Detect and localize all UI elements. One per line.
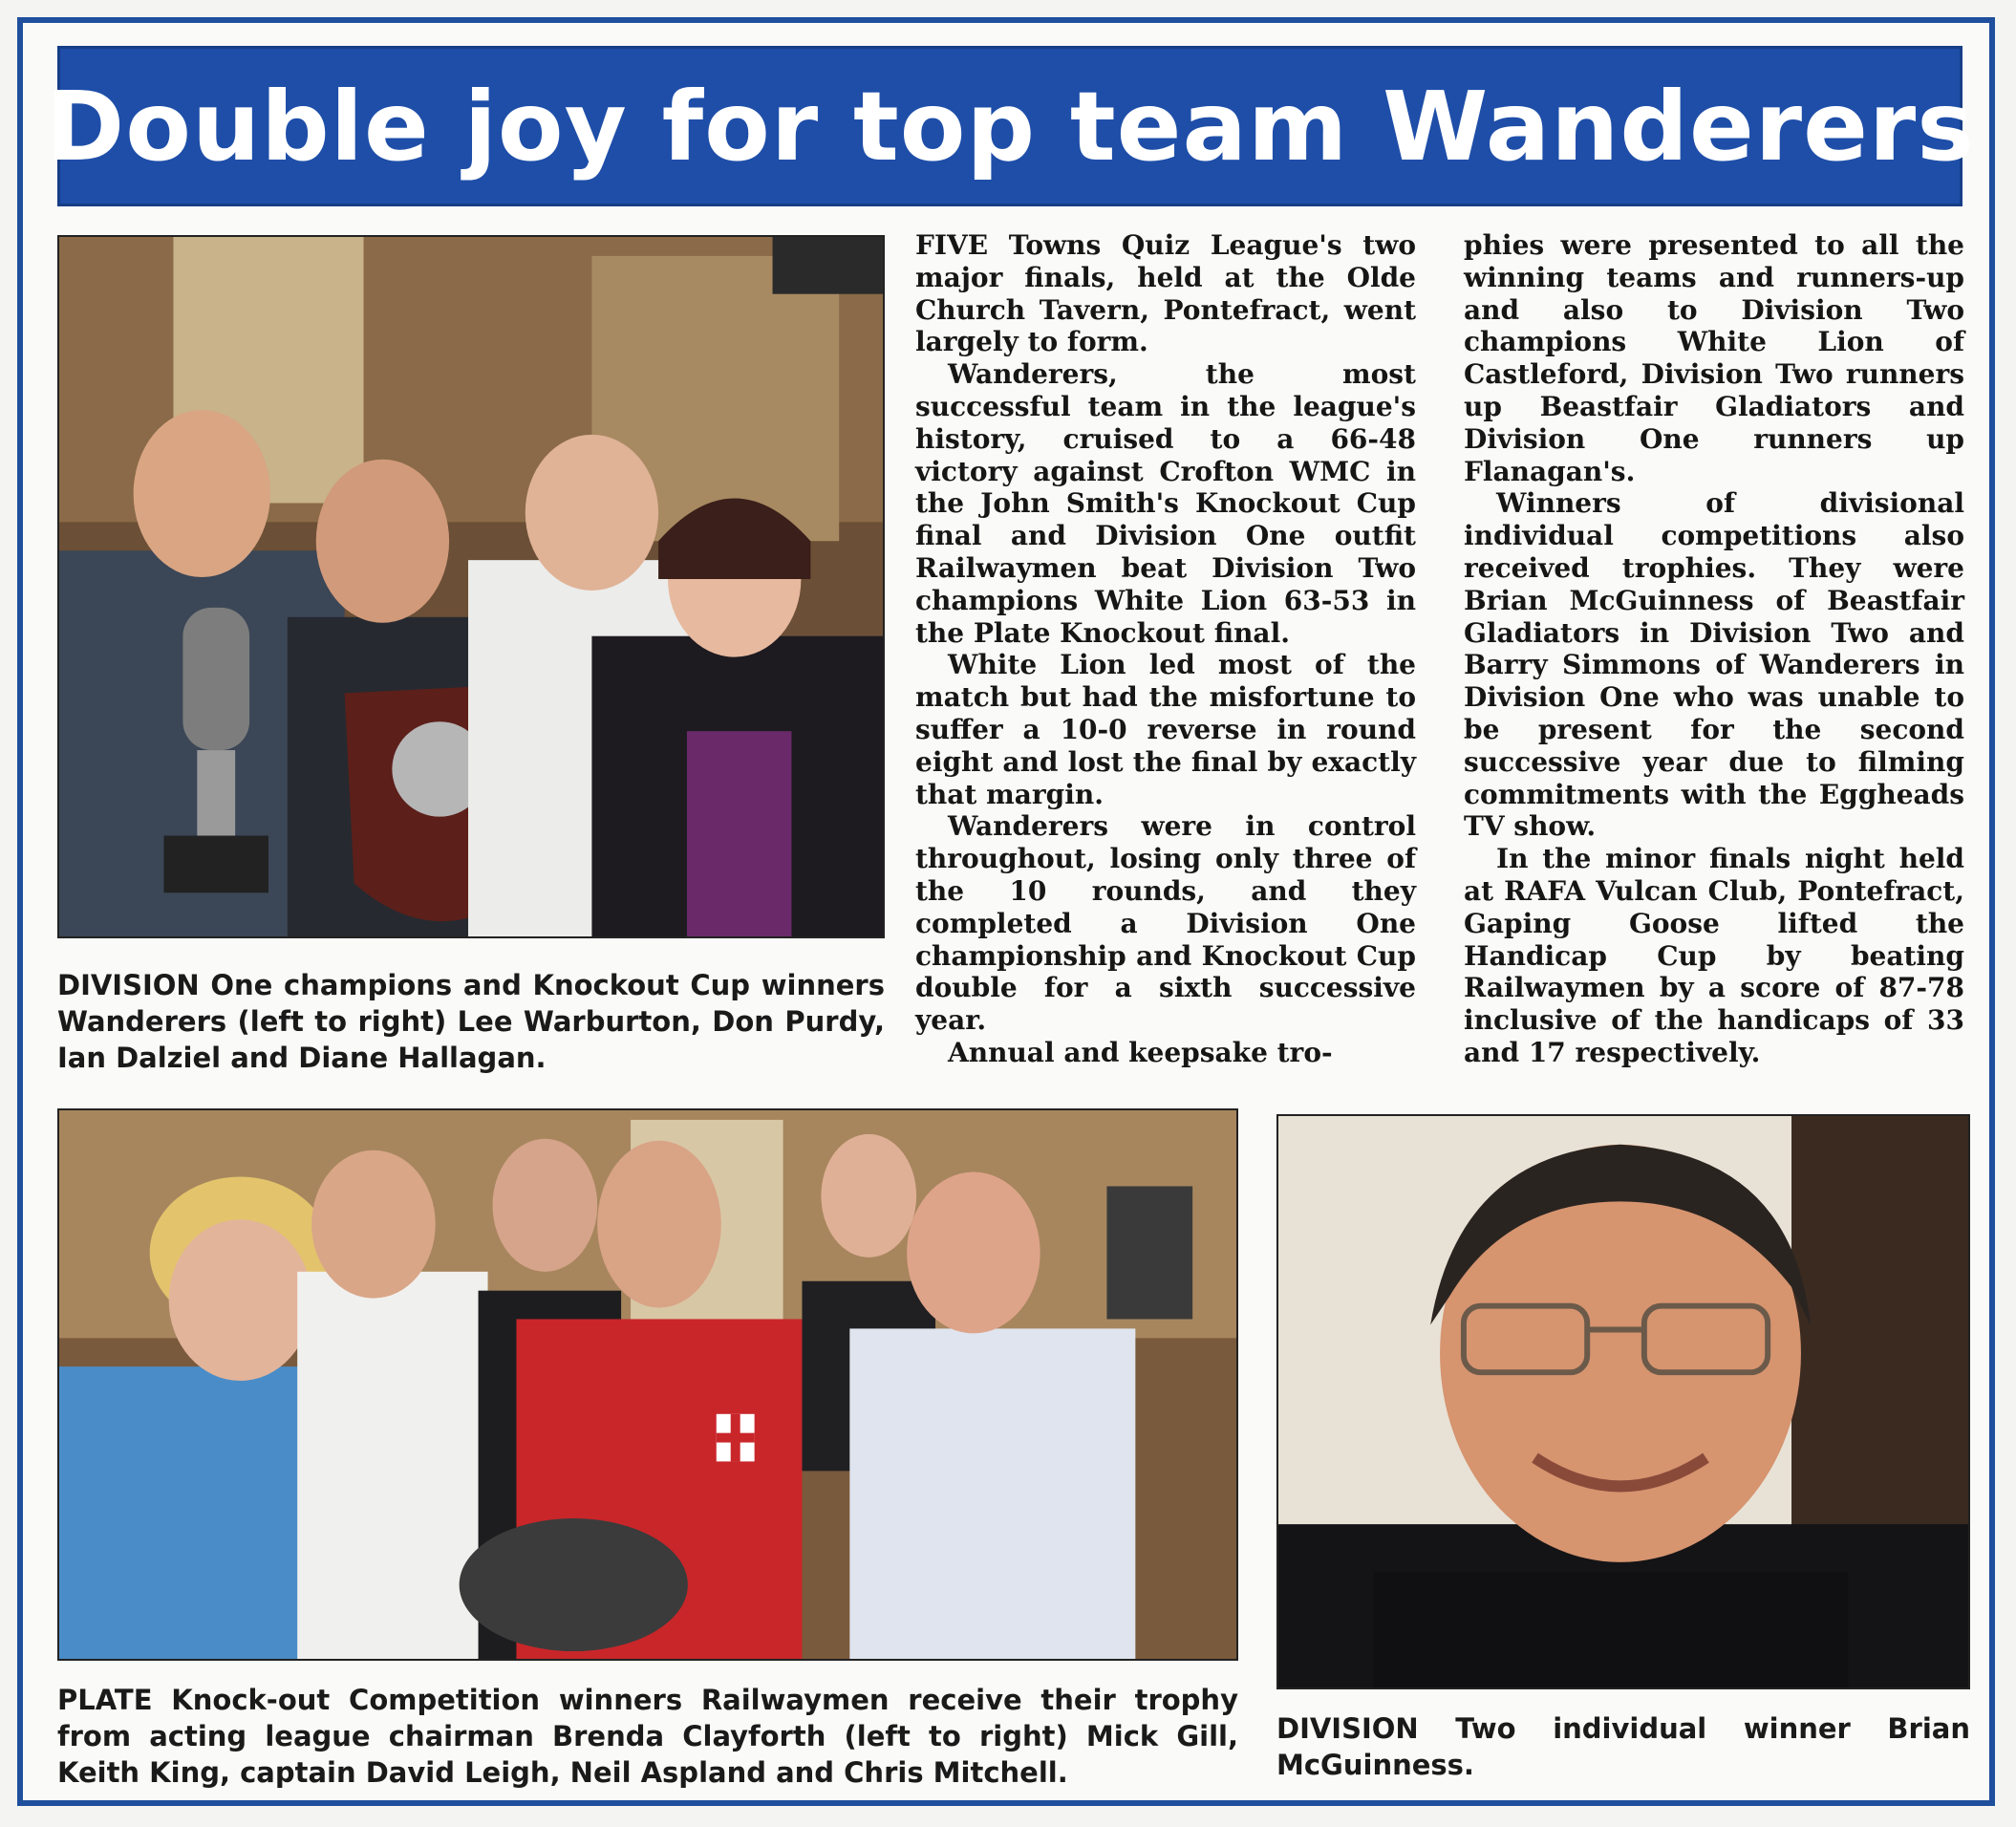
article-paragraph: Annual and keepsake tro- xyxy=(948,1036,1333,1068)
article-column-1 xyxy=(915,229,1416,1069)
caption-railwaymen: PLATE Knock-out Competition winners Railwaymen receive their trophy from acting league chairman Brenda Clayforth (left to right) Mick Gill, Keith King, captain David Leigh, Neil Aspland and Chris Mitchell. xyxy=(57,1684,1238,1789)
photo-wanderers-image xyxy=(59,237,883,936)
headline: Double joy for top team Wanderers xyxy=(45,70,1975,183)
caption-mcguinness: DIVISION Two individual winner Brian McGuinness. xyxy=(1276,1712,1970,1781)
photo-brian-mcguinness xyxy=(1276,1114,1970,1689)
article-paragraph: phies were presented to all the winning teams and runners-up and also to Division Two champions White Lion of Castleford, Division Two runners up Beastfair Gladiators and Division One runners up Flanagan's. xyxy=(1464,229,1964,487)
photo-mcguinness-image xyxy=(1278,1116,1968,1687)
caption-wanderers: DIVISION One champions and Knockout Cup winners Wanderers (left to right) Lee Warburton, Don Purdy, Ian Dalziel and Diane Hallagan. xyxy=(57,969,885,1074)
article-paragraph: Wanderers were in control throughout, losing only three of the 10 rounds, and they completed a Division One championship and Knockout Cup double for a sixth successive year. xyxy=(915,810,1416,1037)
article-paragraph: FIVE Towns Quiz League's two major finals, held at the Olde Church Tavern, Pontefract, went largely to form. xyxy=(915,229,1416,358)
photo-railwaymen-team xyxy=(57,1108,1238,1661)
photo-railwaymen-image xyxy=(59,1110,1236,1659)
article-paragraph: In the minor finals night held at RAFA Vulcan Club, Pontefract, Gaping Goose lifted the Handicap Cup by beating Railwaymen by a score of 87-78 inclusive of the handicaps of 33 and 17 respectively. xyxy=(1464,843,1964,1068)
article-paragraph: Wanderers, the most successful team in the league's history, cruised to a 66-48 victory against Crofton WMC in the John Smith's Knockout Cup final and Division One outfit Railwaymen beat Division Two champions White Lion 63-53 in the Plate Knockout final. xyxy=(915,358,1416,649)
article-column-2 xyxy=(1464,229,1964,1069)
article-paragraph: White Lion led most of the match but had the misfortune to suffer a 10-0 reverse in round eight and lost the final by exactly that margin. xyxy=(915,649,1416,810)
photo-wanderers-team xyxy=(57,235,885,938)
headline-banner xyxy=(45,46,1975,206)
article-paragraph: Winners of divisional individual competitions also received trophies. They were Brian McGuinness of Beastfair Gladiators in Division Two and Barry Simmons of Wanderers in Division One who was unable to be present for the second successive year due to filming commitments with the Eggheads TV show. xyxy=(1464,487,1964,843)
